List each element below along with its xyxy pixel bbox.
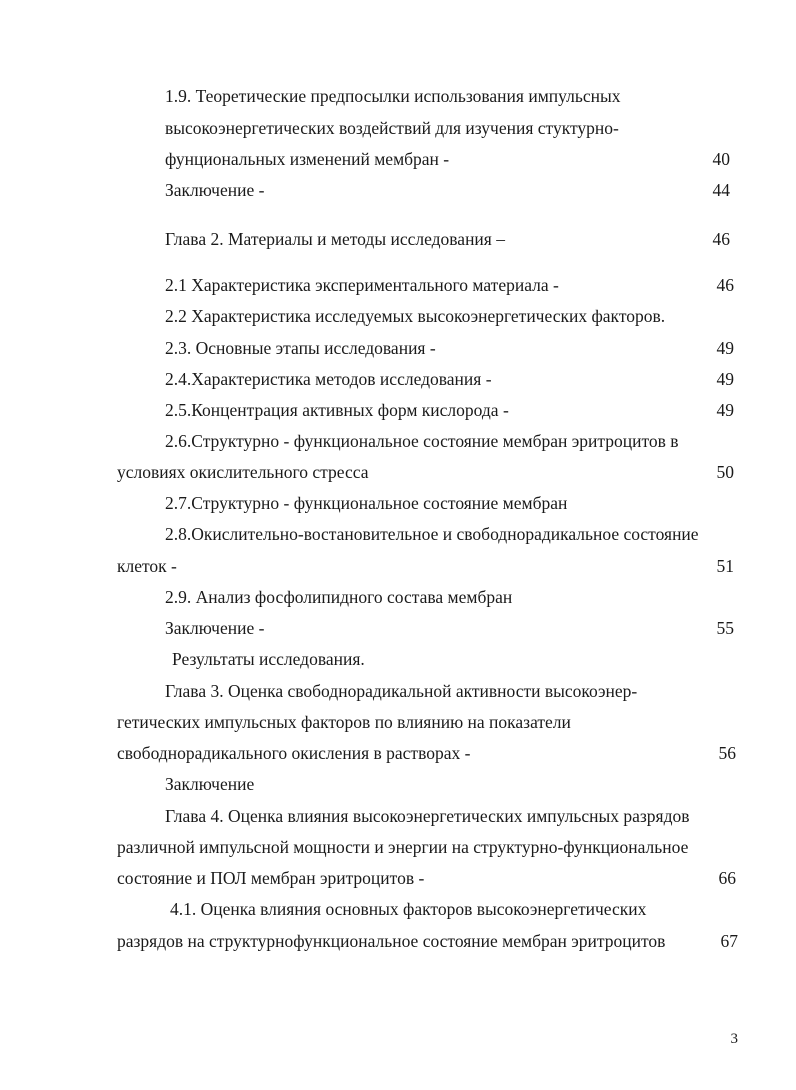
toc-page: 50 xyxy=(716,462,734,482)
toc-line: 2.5.Концентрация активных форм кислорода - xyxy=(165,400,509,420)
toc-line: 2.4.Характеристика методов исследования - xyxy=(165,369,492,389)
toc-line: 2.9. Анализ фосфолипидного состава мембран xyxy=(165,587,513,607)
toc-page: 67 xyxy=(720,931,738,951)
toc-line: разрядов на структурнофункциональное состояние мембран эритроцитов xyxy=(117,931,666,951)
toc-page: 40 xyxy=(712,149,730,169)
toc-line: Глава 2. Материалы и методы исследования – xyxy=(165,229,505,249)
toc-line: 2.3. Основные этапы исследования - xyxy=(165,338,436,358)
toc-line: 2.1 Характеристика экспериментального материала - xyxy=(165,275,559,295)
toc-page: 55 xyxy=(716,618,734,638)
toc-line: Глава 3. Оценка свободнорадикальной активности высокоэнер- xyxy=(165,681,638,701)
toc-page: 66 xyxy=(718,868,736,888)
toc-line: Заключение - xyxy=(165,180,265,200)
toc-line: 2.8.Окислительно-востановительное и свободнорадикальное состояние xyxy=(165,524,699,544)
toc-line: Результаты исследования. xyxy=(172,649,365,669)
toc-page: 46 xyxy=(716,275,734,295)
toc-line: свободнорадикального окисления в растворах - xyxy=(117,743,471,763)
toc-page: 56 xyxy=(718,743,736,763)
toc-line: фунциональных изменений мембран - xyxy=(165,149,450,169)
toc-line: условиях окислительного стресса xyxy=(117,462,369,482)
toc-line: клеток - xyxy=(117,556,177,576)
toc-line: Глава 4. Оценка влияния высокоэнергетических импульсных разрядов xyxy=(165,806,690,826)
toc-line: 1.9. Теоретические предпосылки использования импульсных xyxy=(165,86,621,106)
toc-line: состояние и ПОЛ мембран эритроцитов - xyxy=(117,868,425,888)
toc-page: 49 xyxy=(716,369,734,389)
toc-line: различной импульсной мощности и энергии на структурно-функциональное xyxy=(117,837,689,857)
toc-line: 2.2 Характеристика исследуемых высокоэнергетических факторов. xyxy=(165,306,666,326)
toc-line: 2.6.Структурно - функциональное состояние мембран эритроцитов в xyxy=(165,431,679,451)
toc-page: 46 xyxy=(712,229,730,249)
page-number: 3 xyxy=(730,1031,738,1047)
toc-line: 2.7.Структурно - функциональное состояние мембран xyxy=(165,493,568,513)
toc-page: 51 xyxy=(716,556,734,576)
toc-line: высокоэнергетических воздействий для изучения стуктурно- xyxy=(165,118,619,138)
toc-line: гетических импульсных факторов по влиянию на показатели xyxy=(117,712,571,732)
toc-page: 49 xyxy=(716,400,734,420)
toc-page: 49 xyxy=(716,338,734,358)
toc-line: 4.1. Оценка влияния основных факторов высокоэнергетических xyxy=(170,899,647,919)
toc-page: 44 xyxy=(712,180,730,200)
toc-line: Заключение xyxy=(165,774,255,794)
toc-line: Заключение - xyxy=(165,618,265,638)
